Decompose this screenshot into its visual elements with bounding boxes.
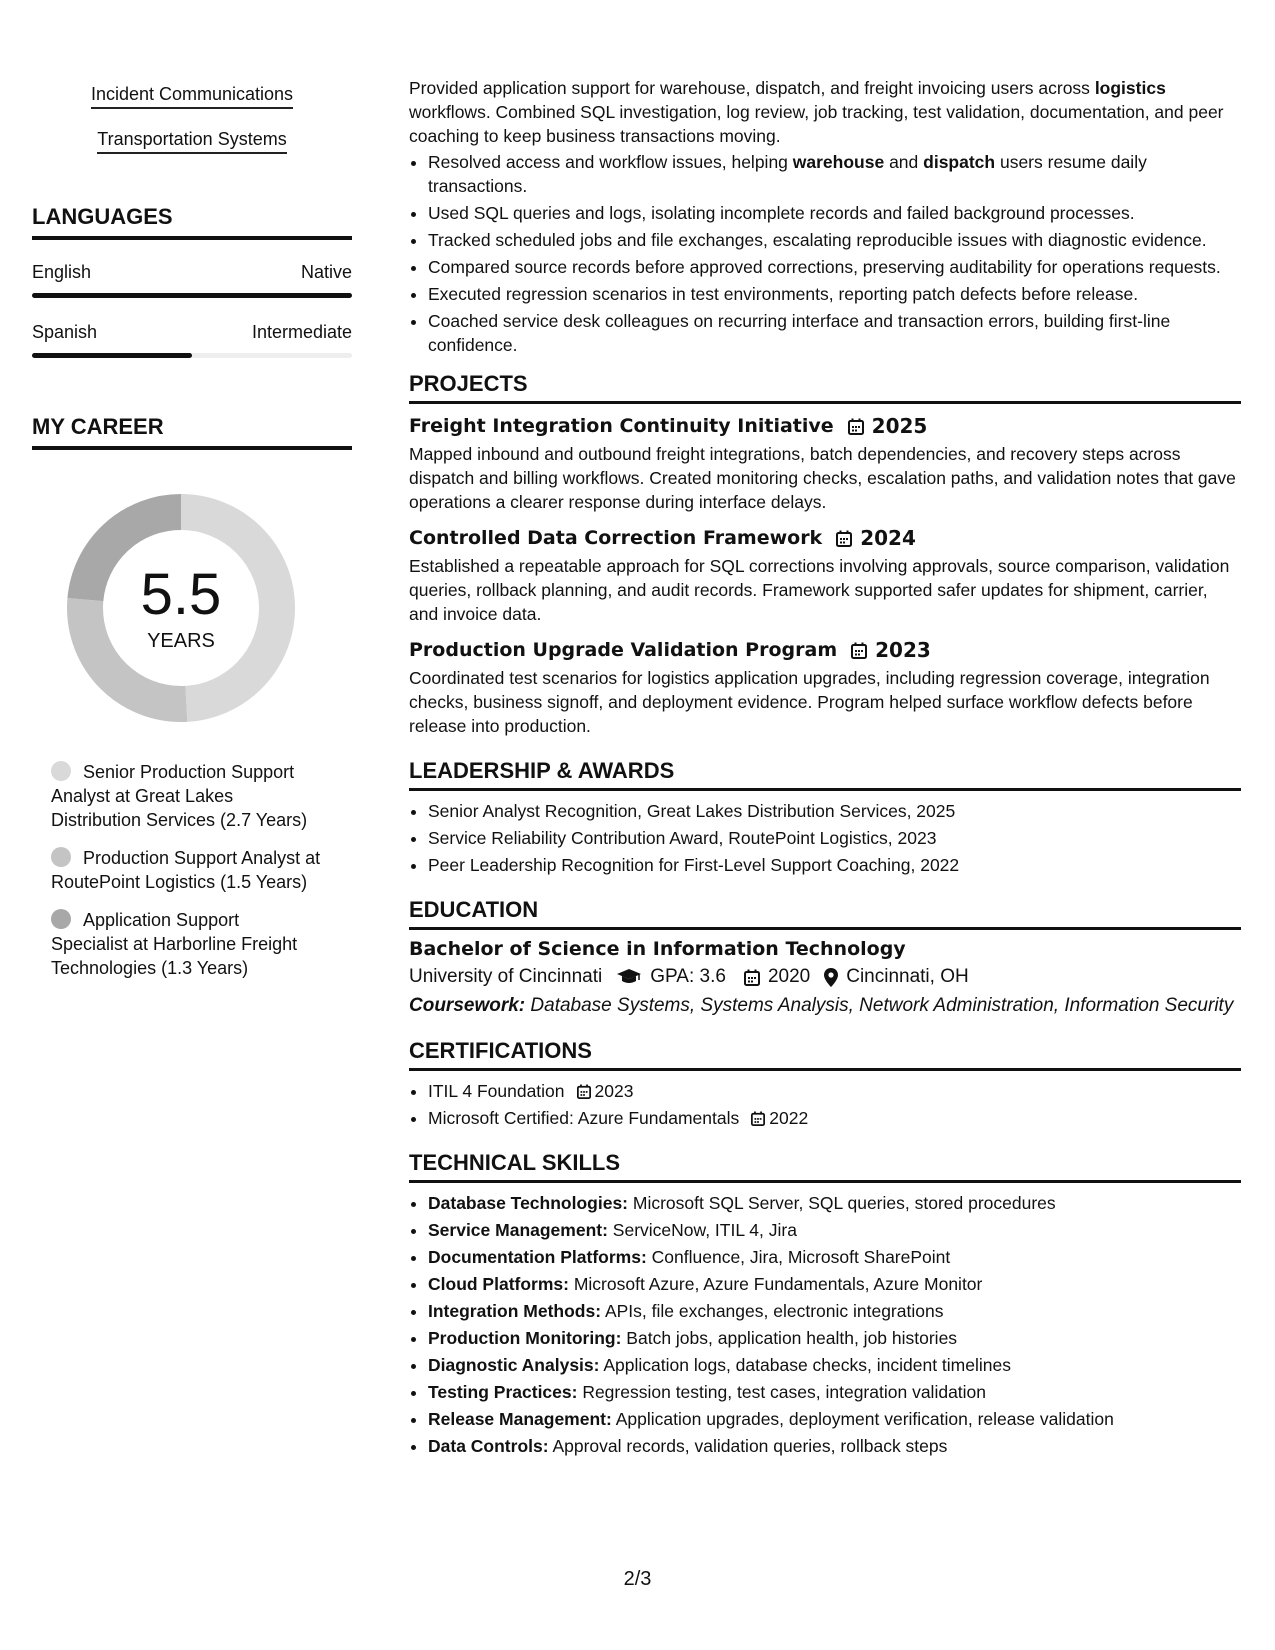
- language-entry: [32, 262, 352, 298]
- calendar-icon: [848, 418, 864, 435]
- language-bar: [32, 293, 352, 298]
- language-name: Spanish: [32, 322, 98, 342]
- project-title: Production Upgrade Validation Program: [409, 639, 838, 661]
- skill-tag: Transportation Systems: [97, 129, 286, 154]
- coursework: [409, 994, 1241, 1018]
- career-unit: YEARS: [147, 630, 215, 652]
- technical-skill-item: [428, 1191, 1241, 1215]
- project-description: Coordinated test scenarios for logistics application upgrades, including regression coverage, integration checks, business signoff, and deployment evidence. Program helped surface workflow defects before release into production.: [409, 668, 1210, 736]
- experience-bullet: [428, 150, 1241, 198]
- leadership-item: • Senior Analyst Recognition, Great Lakes Distribution Services, 2025: [428, 799, 1241, 823]
- bullet-text: Resolved access and workflow issues, helping: [428, 152, 793, 172]
- project-title-row: [409, 526, 1241, 550]
- technical-skill-item: [428, 1353, 1241, 1377]
- certifications-list: [409, 1079, 1241, 1130]
- language-bar-fill: [32, 293, 352, 298]
- experience-bullet: • Tracked scheduled jobs and file exchanges, escalating reproducible issues with diagnostic evidence.: [428, 228, 1241, 252]
- skill-category: Release Management:: [428, 1409, 612, 1429]
- school-name: University of Cincinnati: [409, 966, 603, 987]
- project-year: 2023: [875, 638, 931, 662]
- experience-bullet: • Executed regression scenarios in test environments, reporting patch defects before release.: [428, 282, 1241, 306]
- certification-item: [428, 1106, 1241, 1130]
- project-item: [409, 414, 1241, 514]
- experience-bullet: • Coached service desk colleagues on recurring interface and transaction errors, building first-line confidence.: [428, 309, 1241, 357]
- skill-values: Application logs, database checks, incident timelines: [599, 1355, 1011, 1375]
- career-total: 5.5: [140, 562, 222, 627]
- certifications-heading: CERTIFICATIONS: [409, 1038, 1241, 1071]
- education-year: 2020: [767, 966, 811, 987]
- technical-skills-heading: TECHNICAL SKILLS: [409, 1150, 1241, 1183]
- leadership-item: • Service Reliability Contribution Award, RoutePoint Logistics, 2023: [428, 826, 1241, 850]
- technical-skills-list: [409, 1191, 1241, 1458]
- language-level: Native: [300, 262, 352, 282]
- summary-text: Provided application support for warehouse, dispatch, and freight invoicing users across: [409, 78, 1095, 98]
- project-year: 2025: [871, 414, 928, 438]
- skill-category: Documentation Platforms:: [428, 1247, 647, 1267]
- skill-category: Diagnostic Analysis:: [428, 1355, 600, 1375]
- experience-bullet: • Used SQL queries and logs, isolating incomplete records and failed background processes.: [428, 201, 1241, 225]
- bullet-bold: warehouse: [792, 152, 885, 172]
- skill-category: Data Controls:: [428, 1436, 549, 1456]
- certification-name: • Microsoft Certified: Azure Fundamentals: [428, 1108, 740, 1128]
- technical-skill-item: [428, 1299, 1241, 1323]
- career-legend-text: Senior Production Support Analyst at Great Lakes Distribution Services (2.7 Years): [51, 762, 308, 830]
- location-pin-icon: [824, 968, 838, 987]
- skill-category: Production Monitoring:: [428, 1328, 622, 1348]
- bullet-text: and: [884, 152, 924, 172]
- legend-dot-icon: [51, 847, 71, 867]
- career-legend-item: [51, 846, 321, 894]
- projects-heading: PROJECTS: [409, 371, 1241, 404]
- language-bar: [32, 353, 352, 358]
- degree-title: Bachelor of Science in Information Technology: [409, 938, 906, 960]
- project-description: Mapped inbound and outbound freight integrations, batch dependencies, and recovery steps across dispatch and billing workflows. Created monitoring checks, escalation paths, and validation notes that gave operations a clearer response during interface delays.: [409, 444, 1236, 512]
- experience-summary: [409, 76, 1241, 148]
- skill-category: Database Technologies:: [428, 1193, 629, 1213]
- certification-name: • ITIL 4 Foundation: [428, 1081, 565, 1101]
- skill-values: Regression testing, test cases, integration validation: [577, 1382, 987, 1402]
- legend-dot-icon: [51, 761, 71, 781]
- calendar-icon: [751, 1111, 765, 1126]
- skill-category: Integration Methods:: [428, 1301, 602, 1321]
- certification-year: 2022: [769, 1108, 809, 1128]
- skill-values: Microsoft Azure, Azure Fundamentals, Azure Monitor: [568, 1274, 983, 1294]
- skill-values: Confluence, Jira, Microsoft SharePoint: [646, 1247, 951, 1267]
- project-year: 2024: [860, 526, 916, 550]
- technical-skill-item: [428, 1272, 1241, 1296]
- project-title: Freight Integration Continuity Initiative: [409, 415, 834, 437]
- language-level: Intermediate: [251, 322, 352, 342]
- bullet-bold: dispatch: [923, 152, 996, 172]
- summary-text: workflows. Combined SQL investigation, log review, job tracking, test validation, documentation, and peer coaching to keep business transactions moving.: [409, 102, 1224, 146]
- education-gpa: GPA: 3.6: [650, 966, 726, 987]
- project-title: Controlled Data Correction Framework: [409, 527, 823, 549]
- legend-dot-icon: [51, 909, 71, 929]
- skill-values: Batch jobs, application health, job histories: [621, 1328, 958, 1348]
- skill-values: Application upgrades, deployment verification, release validation: [611, 1409, 1114, 1429]
- page-number: 2/3: [623, 1568, 652, 1590]
- bullet-text: users resume daily transactions.: [428, 152, 1147, 196]
- career-legend-item: [51, 760, 321, 832]
- experience-bullets: [409, 150, 1241, 357]
- coursework-label: Coursework:: [409, 995, 526, 1016]
- education-meta: [409, 966, 1241, 988]
- certification-year: 2023: [594, 1081, 634, 1101]
- career-donut-center: [65, 492, 297, 724]
- graduation-cap-icon: [616, 968, 642, 986]
- skill-values: Approval records, validation queries, rollback steps: [548, 1436, 948, 1456]
- skill-values: ServiceNow, ITIL 4, Jira: [607, 1220, 797, 1240]
- skill-category: Service Management:: [428, 1220, 608, 1240]
- coursework-list: Database Systems, Systems Analysis, Network Administration, Information Security: [525, 995, 1234, 1016]
- summary-bold: logistics: [1094, 78, 1166, 98]
- skill-tag: Incident Communications: [91, 84, 293, 109]
- technical-skill-item: [428, 1218, 1241, 1242]
- skill-values: APIs, file exchanges, electronic integrations: [601, 1301, 944, 1321]
- project-title-row: [409, 638, 1241, 662]
- project-item: [409, 526, 1241, 626]
- technical-skill-item: [428, 1434, 1241, 1458]
- language-name: English: [32, 262, 92, 282]
- project-description: Established a repeatable approach for SQL corrections involving approvals, source comparison, validation queries, rollback planning, and audit records. Framework supported safer updates for shipment, carrier, and invoice data.: [409, 556, 1230, 624]
- skill-values: Microsoft SQL Server, SQL queries, stored procedures: [628, 1193, 1056, 1213]
- certification-item: [428, 1079, 1241, 1103]
- skill-category: Cloud Platforms:: [428, 1274, 569, 1294]
- education-heading: EDUCATION: [409, 897, 1241, 930]
- calendar-icon: [851, 642, 867, 659]
- language-bar-fill: [32, 353, 192, 358]
- experience-bullet: • Compared source records before approved corrections, preserving auditability for operations requests.: [428, 255, 1241, 279]
- technical-skill-item: [428, 1407, 1241, 1431]
- career-legend-item: [51, 908, 321, 980]
- languages-heading: LANGUAGES: [32, 204, 352, 240]
- leadership-list: [409, 799, 1241, 877]
- career-legend: [51, 760, 321, 980]
- technical-skill-item: [428, 1326, 1241, 1350]
- career-legend-text: Production Support Analyst at RoutePoint Logistics (1.5 Years): [51, 848, 321, 892]
- calendar-icon: [744, 969, 760, 986]
- main-content: [409, 60, 1241, 1461]
- skill-category: Testing Practices:: [428, 1382, 578, 1402]
- calendar-icon: [836, 530, 852, 547]
- sidebar: [32, 60, 352, 994]
- project-item: [409, 638, 1241, 738]
- technical-skill-item: [428, 1245, 1241, 1269]
- project-title-row: [409, 414, 1241, 438]
- technical-skill-item: [428, 1380, 1241, 1404]
- language-entry: [32, 322, 352, 358]
- education-location: Cincinnati, OH: [846, 966, 969, 987]
- career-heading: MY CAREER: [32, 414, 352, 450]
- career-legend-text: Application Support Specialist at Harborline Freight Technologies (1.3 Years): [51, 910, 298, 978]
- career-donut: [65, 492, 297, 724]
- leadership-item: • Peer Leadership Recognition for First-Level Support Coaching, 2022: [428, 853, 1241, 877]
- leadership-heading: LEADERSHIP & AWARDS: [409, 758, 1241, 791]
- calendar-icon: [577, 1084, 591, 1099]
